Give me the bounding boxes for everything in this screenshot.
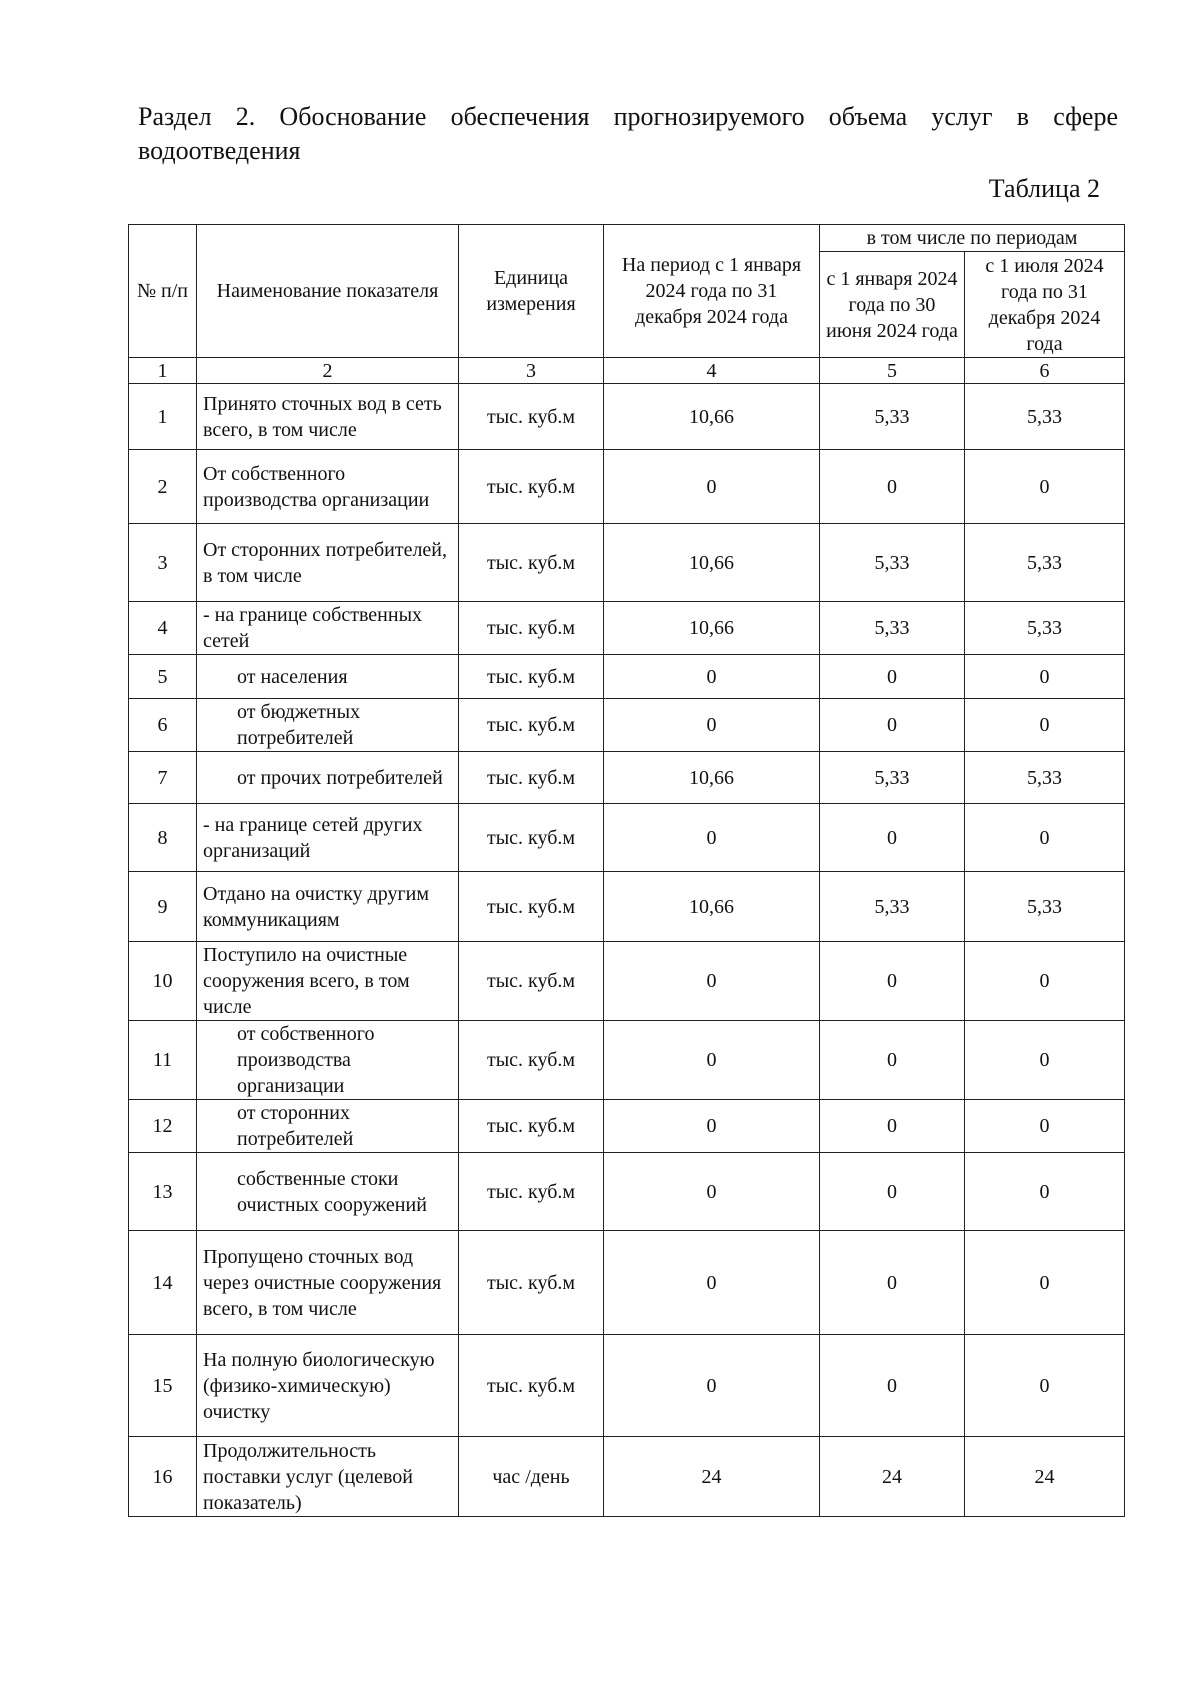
row-unit: тыс. куб.м: [459, 524, 604, 602]
table-row: [129, 655, 1125, 699]
row-value-total: 0: [604, 1021, 820, 1100]
table-row: [129, 450, 1125, 524]
table-row: [129, 602, 1125, 655]
header-unit: Единица измерения: [459, 225, 604, 358]
table-body: [129, 384, 1125, 1517]
row-value-h1: 0: [820, 1335, 965, 1437]
header-row-1: [129, 225, 1125, 252]
row-number: 7: [129, 752, 197, 804]
header-period-total: На период с 1 января 2024 года по 31 декабря 2024 года: [604, 225, 820, 358]
row-value-h1: 0: [820, 1021, 965, 1100]
row-value-total: 24: [604, 1437, 820, 1517]
row-unit: тыс. куб.м: [459, 1335, 604, 1437]
services-volume-table: [128, 224, 1125, 1517]
row-value-h2: 24: [965, 1437, 1125, 1517]
row-value-h1: 0: [820, 450, 965, 524]
row-value-h1: 5,33: [820, 872, 965, 942]
section-heading: Раздел 2. Обоснование обеспечения прогнозируемого объема услуг в сфере водоотведения: [138, 102, 1118, 165]
row-indicator-name: от прочих потребителей: [197, 752, 459, 804]
table-row: [129, 942, 1125, 1021]
row-value-h2: 5,33: [965, 384, 1125, 450]
row-value-h2: 5,33: [965, 872, 1125, 942]
row-indicator-name: от населения: [197, 655, 459, 699]
row-unit: тыс. куб.м: [459, 804, 604, 872]
row-value-total: 10,66: [604, 384, 820, 450]
row-unit: тыс. куб.м: [459, 942, 604, 1021]
table-caption: Таблица 2: [988, 174, 1100, 203]
table-row: [129, 804, 1125, 872]
row-value-total: 10,66: [604, 602, 820, 655]
column-number: 4: [604, 358, 820, 384]
row-value-h2: 0: [965, 1100, 1125, 1153]
row-value-total: 0: [604, 1153, 820, 1231]
row-value-total: 0: [604, 1231, 820, 1335]
table-header: [129, 225, 1125, 384]
row-value-h1: 5,33: [820, 752, 965, 804]
row-indicator-name: от собственного производства организации: [197, 1021, 459, 1100]
row-number: 6: [129, 699, 197, 752]
row-value-h2: 0: [965, 804, 1125, 872]
row-value-h1: 0: [820, 1100, 965, 1153]
row-number: 1: [129, 384, 197, 450]
row-number: 16: [129, 1437, 197, 1517]
row-indicator-name: От сторонних потребителей, в том числе: [197, 524, 459, 602]
row-number: 10: [129, 942, 197, 1021]
row-value-h2: 0: [965, 1335, 1125, 1437]
row-number: 2: [129, 450, 197, 524]
header-period-h1: с 1 января 2024 года по 30 июня 2024 года: [820, 252, 965, 358]
row-unit: тыс. куб.м: [459, 1100, 604, 1153]
row-indicator-name: Продолжительность поставки услуг (целевой показатель): [197, 1437, 459, 1517]
row-unit: тыс. куб.м: [459, 655, 604, 699]
row-value-h2: 0: [965, 450, 1125, 524]
row-value-total: 10,66: [604, 524, 820, 602]
row-value-h2: 0: [965, 1153, 1125, 1231]
table-row: [129, 1437, 1125, 1517]
row-value-h2: 0: [965, 1231, 1125, 1335]
column-number: 6: [965, 358, 1125, 384]
header-period-h2: с 1 июля 2024 года по 31 декабря 2024 года: [965, 252, 1125, 358]
row-value-h1: 0: [820, 942, 965, 1021]
row-value-h2: 5,33: [965, 602, 1125, 655]
row-value-total: 0: [604, 804, 820, 872]
row-number: 11: [129, 1021, 197, 1100]
row-value-h2: 0: [965, 699, 1125, 752]
row-value-total: 0: [604, 942, 820, 1021]
row-value-h1: 5,33: [820, 524, 965, 602]
row-number: 3: [129, 524, 197, 602]
row-value-total: 10,66: [604, 752, 820, 804]
row-value-total: 0: [604, 450, 820, 524]
row-indicator-name: На полную биологическую (физико-химическую) очистку: [197, 1335, 459, 1437]
row-value-h1: 5,33: [820, 384, 965, 450]
column-number: 2: [197, 358, 459, 384]
row-value-h1: 24: [820, 1437, 965, 1517]
row-value-h1: 5,33: [820, 602, 965, 655]
row-number: 15: [129, 1335, 197, 1437]
row-unit: тыс. куб.м: [459, 450, 604, 524]
row-unit: тыс. куб.м: [459, 1153, 604, 1231]
table-row: [129, 384, 1125, 450]
row-value-h1: 0: [820, 1153, 965, 1231]
table-row: [129, 1100, 1125, 1153]
row-value-total: 0: [604, 655, 820, 699]
row-number: 5: [129, 655, 197, 699]
row-value-total: 0: [604, 699, 820, 752]
table-row: [129, 872, 1125, 942]
row-indicator-name: от бюджетных потребителей: [197, 699, 459, 752]
header-name: Наименование показателя: [197, 225, 459, 358]
row-number: 13: [129, 1153, 197, 1231]
row-number: 9: [129, 872, 197, 942]
table-row: [129, 699, 1125, 752]
row-value-h2: 5,33: [965, 752, 1125, 804]
row-value-h1: 0: [820, 1231, 965, 1335]
row-indicator-name: - на границе сетей других организаций: [197, 804, 459, 872]
row-value-total: 10,66: [604, 872, 820, 942]
table-row: [129, 1231, 1125, 1335]
table-row: [129, 752, 1125, 804]
row-value-h1: 0: [820, 655, 965, 699]
column-number: 3: [459, 358, 604, 384]
table-row: [129, 1021, 1125, 1100]
row-number: 14: [129, 1231, 197, 1335]
table-row: [129, 1335, 1125, 1437]
row-unit: тыс. куб.м: [459, 699, 604, 752]
row-value-total: 0: [604, 1100, 820, 1153]
row-value-total: 0: [604, 1335, 820, 1437]
row-value-h2: 5,33: [965, 524, 1125, 602]
header-num: № п/п: [129, 225, 197, 358]
row-indicator-name: собственные стоки очистных сооружений: [197, 1153, 459, 1231]
row-unit: тыс. куб.м: [459, 1231, 604, 1335]
row-indicator-name: Пропущено сточных вод через очистные сооружения всего, в том числе: [197, 1231, 459, 1335]
row-unit: тыс. куб.м: [459, 872, 604, 942]
row-indicator-name: - на границе собственных сетей: [197, 602, 459, 655]
row-value-h2: 0: [965, 655, 1125, 699]
row-unit: тыс. куб.м: [459, 1021, 604, 1100]
row-indicator-name: Отдано на очистку другим коммуникациям: [197, 872, 459, 942]
row-unit: тыс. куб.м: [459, 752, 604, 804]
row-indicator-name: Поступило на очистные сооружения всего, в том числе: [197, 942, 459, 1021]
row-value-h2: 0: [965, 942, 1125, 1021]
row-indicator-name: от сторонних потребителей: [197, 1100, 459, 1153]
row-value-h1: 0: [820, 804, 965, 872]
row-indicator-name: Принято сточных вод в сеть всего, в том числе: [197, 384, 459, 450]
table-row: [129, 1153, 1125, 1231]
row-unit: тыс. куб.м: [459, 602, 604, 655]
column-number: 5: [820, 358, 965, 384]
column-numbers-row: [129, 358, 1125, 384]
column-number: 1: [129, 358, 197, 384]
table-row: [129, 524, 1125, 602]
row-number: 4: [129, 602, 197, 655]
row-unit: тыс. куб.м: [459, 384, 604, 450]
row-value-h1: 0: [820, 699, 965, 752]
header-subperiods-group: в том числе по периодам: [820, 225, 1125, 252]
row-unit: час /день: [459, 1437, 604, 1517]
row-number: 12: [129, 1100, 197, 1153]
row-number: 8: [129, 804, 197, 872]
row-value-h2: 0: [965, 1021, 1125, 1100]
row-indicator-name: От собственного производства организации: [197, 450, 459, 524]
